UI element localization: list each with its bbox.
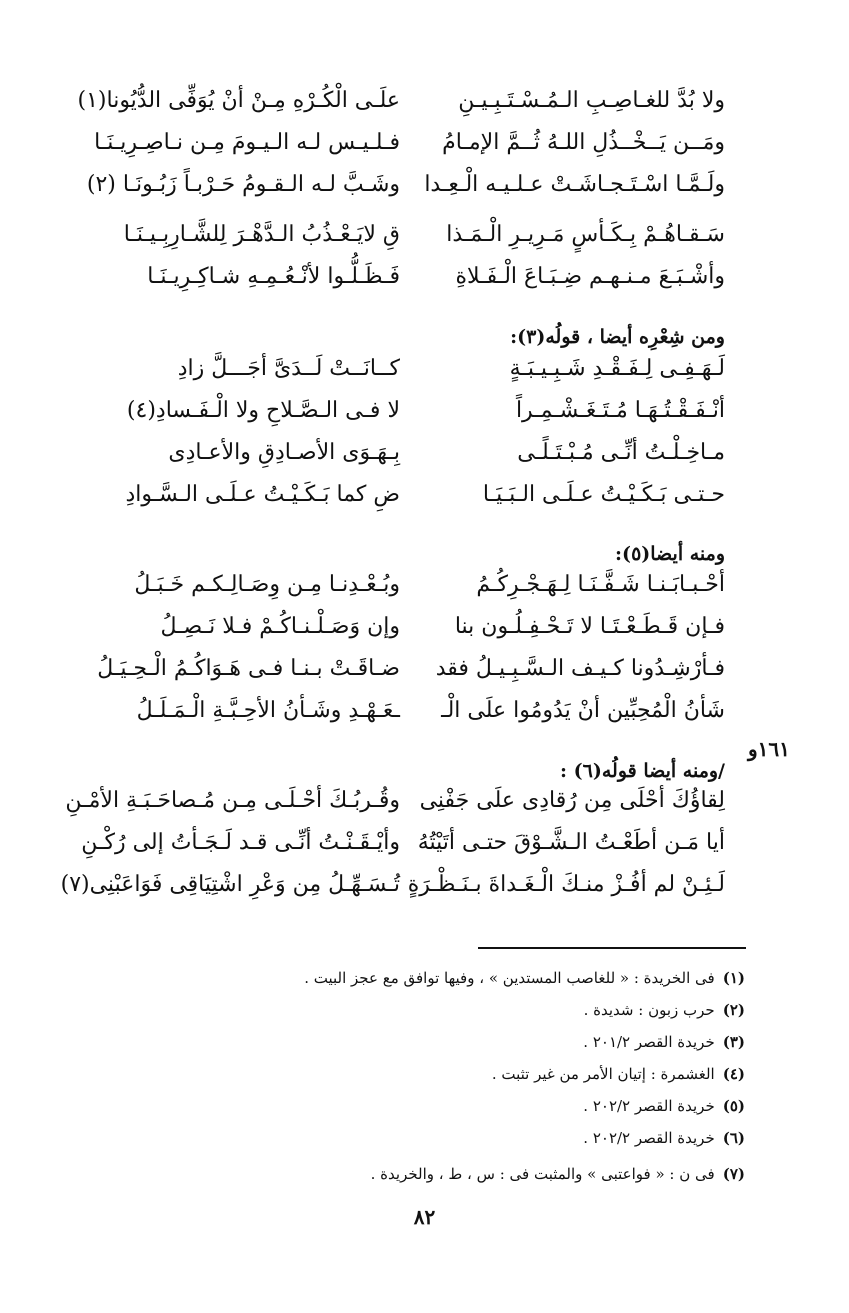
verse-first-hemistich: فـأرْشِـدُونا كـيـف الـسَّـبِـيـلُ فقد (435, 656, 725, 681)
verse-first-hemistich: لَـهَـفِـى لِـفَـقْـدِ شَـبِـيـبَـةٍ (509, 356, 725, 381)
verse-first-hemistich: أنْـفَـقْـتُـهَـا مُـتَـغَـشْـمِـراً (515, 398, 725, 423)
verse-line (95, 398, 725, 440)
verse-second-hemistich: كــانَــتْ لَــدَىَّ أجَـــلَّ زادِ (177, 356, 400, 381)
footnote (300, 994, 745, 1026)
verse-line (95, 440, 725, 482)
footnote-number: (٦) (722, 1129, 745, 1147)
verse-line (81, 830, 725, 872)
footnote (300, 962, 745, 994)
verse-line (95, 482, 725, 524)
verse-second-hemistich: تُـسَـهِّـلُ مِن وَعْرِ اشْتِيَاقِى فَوَاعَبْنِى(٧) (60, 872, 400, 897)
verse-second-hemistich: وقُـربُـكَ أحْـلَـى مِـن مُـصاحَـبَـةِ الأمْـنِ (65, 788, 400, 813)
verse-second-hemistich: علَـى الْكُـرْهِ مِـنْ أنْ يُوَفِّى الدُّيُونا(١) (77, 88, 400, 113)
poem-section-1 (77, 88, 725, 306)
verse-first-hemistich: حـتـى بَـكَـيْـتُ عـلَـى الـبَـيَـا (482, 482, 725, 507)
footnote (300, 1122, 745, 1154)
verse-first-hemistich: أيا مَـن أطَعْـتُ الـشَّـوْقَ حتـى أتَيْتُهُ (417, 830, 725, 855)
footnote-number: (٧) (722, 1165, 745, 1183)
poem-section-2 (95, 356, 725, 524)
poem-section-4 (60, 788, 725, 914)
verse-first-hemistich: فـإن قَـطَـعْـتَـا لا تَـحْـفِـلُـون بنا (454, 614, 725, 639)
verse-line (77, 88, 725, 130)
footnotes (300, 962, 745, 1190)
page-number: ٨٢ (413, 1205, 436, 1229)
footnote-text: فى ن : « فواعتبى » والمثبت فى : س ، ط ، والخريدة . (370, 1165, 715, 1183)
verse-line (95, 572, 725, 614)
verse-first-hemistich: أحْـبـابَـنـا شَـفَّـنَـا لِـهَـجْـرِكُـمُ (476, 572, 725, 597)
verse-first-hemistich: شَأنُ الْمُحِبِّين أنْ يَدُومُوا علَى الْـ (441, 698, 725, 723)
poem-section-3 (95, 572, 725, 740)
footnote (300, 1058, 745, 1090)
footnote-text: خريدة القصر ٢٠٢/٢ . (583, 1097, 715, 1115)
footnote-number: (٢) (722, 1001, 745, 1019)
verse-line (95, 222, 725, 264)
footnote-number: (١) (722, 969, 745, 987)
footnote-text: حرب زبون : شديدة . (583, 1001, 715, 1019)
verse-second-hemistich: وبُـعْـدِنـا مِـن وِصَـالِـكـم خَـبَـلُ (134, 572, 400, 597)
verse-first-hemistich: مـاخِـلْـتُ أنِّـى مُـبْـتَـلًـى (517, 440, 725, 465)
verse-second-hemistich: وأيْـقَـنْـتُ أنِّـى قـد لَـجَـأتُ إلى رُكْـنِ (81, 830, 400, 855)
verse-line (95, 656, 725, 698)
verse-second-hemistich: وإن وَصَـلْـنـاكُـمْ فـلا نَـصِـلُ (160, 614, 400, 639)
footnote-text: خريدة القصر ٢٠٢/٢ . (583, 1129, 715, 1147)
verse-line (86, 172, 725, 214)
verse-line (95, 130, 725, 172)
verse-second-hemistich: ضـاقَـتْ بـنـا فـى هَـوَاكُـمُ الْـحِـيَـلُ (97, 656, 400, 681)
verse-first-hemistich: لِقاؤُكَ أحْلَى مِن رُقادِى علَى جَفْنِى (419, 788, 725, 813)
verse-line (65, 788, 725, 830)
verse-second-hemistich: فَـظَـلُّـوا لأنْـعُـمِـهِ شـاكِـرِيـنَـا (147, 264, 400, 289)
verse-second-hemistich: بِـهَـوَى الأصـادِقِ والأعـادِى (168, 440, 400, 465)
manuscript-folio-note: ١٦١و (748, 737, 790, 761)
verse-second-hemistich: ـعَـهْـدِ وشَـأنُ الأحِـبَّـةِ الْـمَـلَـلُ (136, 698, 400, 723)
verse-first-hemistich: ولَـمَّـا اسْـتَـجـاشَـتْ عـلـيـه الْـعِـدا (424, 172, 725, 197)
verse-line (95, 614, 725, 656)
footnote-divider (478, 947, 746, 949)
footnote-number: (٣) (722, 1033, 745, 1051)
verse-first-hemistich: سَـقـاهُـمْ بِـكَـأسٍ مَـرِيـرِ الْـمَـذا (446, 222, 725, 247)
footnote (300, 1158, 745, 1190)
verse-first-hemistich: ولا بُدَّ للغـاصِـبِ الـمُـسْـتَـبِـيـنِ (458, 88, 725, 113)
verse-first-hemistich: وأشْـبَـعَ مـنـهـم ضِـبَـاعَ الْـفَـلاةِ (455, 264, 725, 289)
verse-second-hemistich: ضِ كما بَـكَـيْـتُ عـلَـى الـسَّـوادِ (125, 482, 400, 507)
footnote-text: الغشمرة : إتيان الأمر من غير تثبت . (491, 1065, 715, 1083)
verse-second-hemistich: وشَـبَّ لـه الـقـومُ حَـرْبـاً زَبُـونَـا (٢) (86, 172, 400, 197)
footnote (300, 1026, 745, 1058)
verse-line (95, 264, 725, 306)
verse-second-hemistich: قِ لايَـعْـذُبُ الـدَّهْـرَ لِلشَّـارِبِـيـنَـا (123, 222, 400, 247)
verse-second-hemistich: لا فـى الـصَّـلاحِ ولا الْـفَـسادِ(٤) (126, 398, 400, 423)
footnote-number: (٤) (722, 1065, 745, 1083)
footnote-text: فى الخريدة : « للغاصب المستدين » ، وفيها توافق مع عجز البيت . (304, 969, 715, 987)
verse-second-hemistich: فـلـيـس لـه الـيـومَ مِـن نـاصِـرِيـنَـا (94, 130, 400, 155)
footnote-number: (٥) (722, 1097, 745, 1115)
section-heading: ومن شِعْرِه أيضا ، قولُه(٣): (510, 326, 725, 348)
footnote (300, 1090, 745, 1122)
verse-line (95, 698, 725, 740)
verse-line (60, 872, 725, 914)
verse-first-hemistich: لَـئِـنْ لم أفُـزْ منـكَ الْـغَـداةَ بـنَـظْـرَةٍ (407, 872, 725, 897)
section-heading: ومنه أيضا(٥): (615, 543, 725, 565)
section-heading: /ومنه أيضا قولُه(٦) : (560, 760, 725, 782)
footnote-text: خريدة القصر ٢٠١/٢ . (583, 1033, 715, 1051)
verse-line (95, 356, 725, 398)
verse-first-hemistich: ومَــن يَــخْــذُلِ اللـهُ ثُــمَّ الإمـامُ (442, 130, 725, 155)
